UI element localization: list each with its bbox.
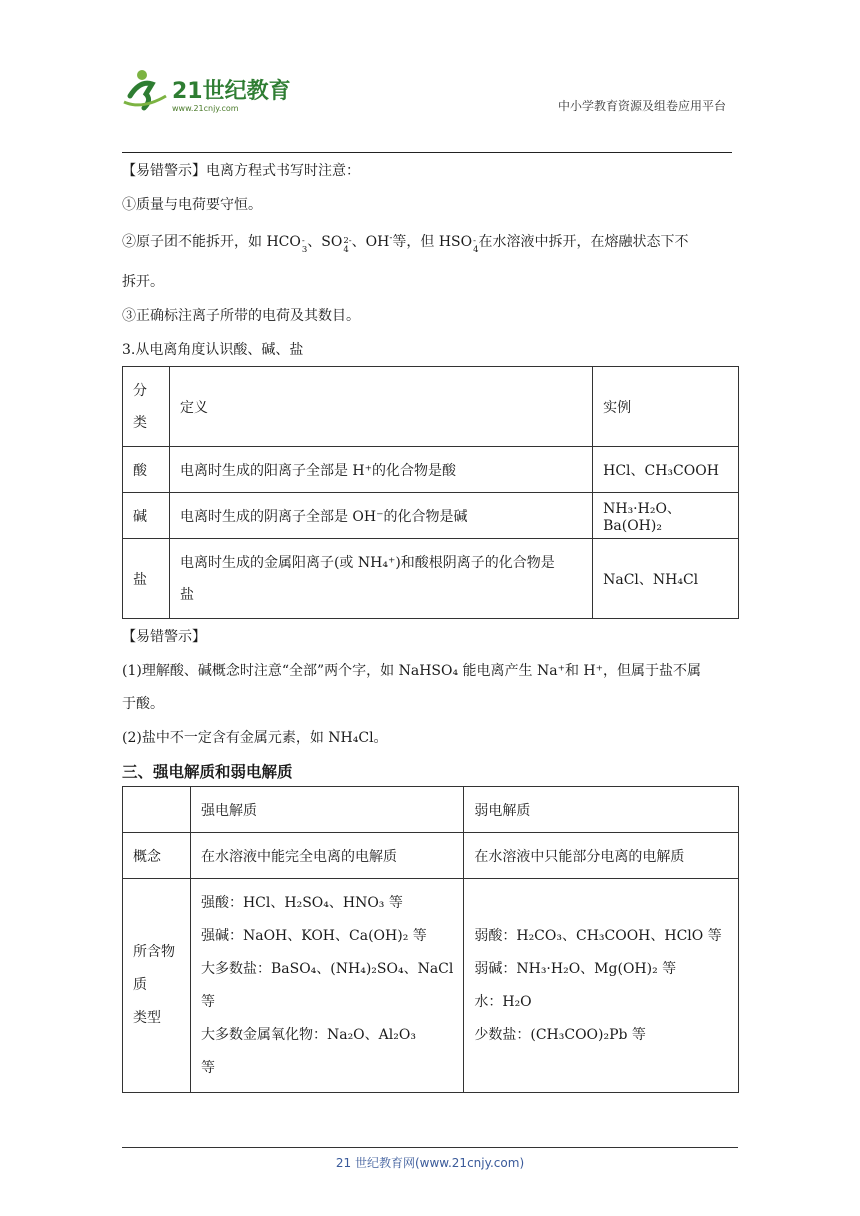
row-acid-example: HCl、CH₃COOH (593, 447, 739, 493)
table-row (123, 787, 739, 833)
head-blank (123, 787, 191, 833)
tips2-title: 【易错警示】 (122, 629, 206, 645)
concept-strong: 在水溶液中能完全电离的电解质 (190, 833, 463, 879)
tips1-item2-cont: 拆开。 (122, 274, 164, 290)
table-row (123, 447, 739, 493)
platform-label: 中小学教育资源及组卷应用平台 (557, 99, 726, 113)
head-strong: 强电解质 (190, 787, 463, 833)
tips2-item2: (2)盐中不一定含有金属元素，如 NH₄Cl。 (122, 730, 388, 746)
tips1-item2: ②原子团不能拆开，如 HCO - 3 、SO 2- 4 、OH-等，但 HSO - 4 在水溶液中拆开，在熔融状态下不 (122, 233, 689, 255)
row-acid-def: 电离时生成的阳离子全部是 H⁺的化合物是酸 (169, 447, 592, 493)
svg-text:21世纪教育: 21世纪教育 (172, 79, 291, 104)
section-heading: 三、强电解质和弱电解质 (122, 763, 293, 781)
acid-base-salt-table (122, 366, 739, 619)
electrolyte-table (122, 786, 739, 1093)
row-salt-label: 盐 (123, 539, 170, 619)
types-label: 所含物质 类型 (123, 879, 191, 1093)
row-salt-example: NaCl、NH₄Cl (593, 539, 739, 619)
footer-link[interactable]: 21 世纪教育网(www.21cnjy.com) (335, 1156, 525, 1170)
tips2-item1: (1)理解酸、碱概念时注意“全部”两个字，如 NaHSO₄ 能电离产生 Na⁺和 H⁺，但属于盐不属 (122, 663, 702, 679)
site-logo (122, 66, 292, 116)
table-row (123, 833, 739, 879)
row-base-label: 碱 (123, 493, 170, 539)
head-example: 实例 (593, 367, 739, 447)
footer-divider (122, 1147, 738, 1148)
concept-weak: 在水溶液中只能部分电离的电解质 (464, 833, 739, 879)
tips1-item1: ①质量与电荷要守恒。 (122, 197, 262, 213)
row-salt-def: 电离时生成的金属阳离子(或 NH₄⁺)和酸根阴离子的化合物是 盐 (169, 539, 592, 619)
header-divider (122, 152, 732, 153)
row-base-def: 电离时生成的阴离子全部是 OH⁻的化合物是碱 (169, 493, 592, 539)
head-category: 分 类 (123, 367, 170, 447)
types-weak: 弱酸：H₂CO₃、CH₃COOH、HClO 等 弱碱：NH₃·H₂O、Mg(OH)₂ 等 水：H₂O 少数盐：(CH₃COO)₂Pb 等 (464, 879, 739, 1093)
section3-title: 3.从电离角度认识酸、碱、盐 (122, 342, 304, 358)
concept-label: 概念 (123, 833, 191, 879)
table-row (123, 539, 739, 619)
tips2-item1-cont: 于酸。 (122, 696, 164, 712)
head-weak: 弱电解质 (464, 787, 739, 833)
table-row (123, 493, 739, 539)
head-definition: 定义 (169, 367, 592, 447)
types-strong: 强酸：HCl、H₂SO₄、HNO₃ 等 强碱：NaOH、KOH、Ca(OH)₂ 等 大多数盐：BaSO₄、(NH₄)₂SO₄、NaCl 等 大多数金属氧化物：Na₂O、Al₂O₃ 等 (190, 879, 463, 1093)
runner-icon (124, 70, 166, 108)
row-base-example: NH₃·H₂O、Ba(OH)₂ (593, 493, 739, 539)
table-row (123, 367, 739, 447)
svg-text:www.21cnjy.com: www.21cnjy.com (172, 104, 239, 113)
table-row (123, 879, 739, 1093)
tips1-item3: ③正确标注离子所带的电荷及其数目。 (122, 308, 360, 324)
row-acid-label: 酸 (123, 447, 170, 493)
tips1-title: 【易错警示】电离方程式书写时注意： (122, 163, 360, 179)
